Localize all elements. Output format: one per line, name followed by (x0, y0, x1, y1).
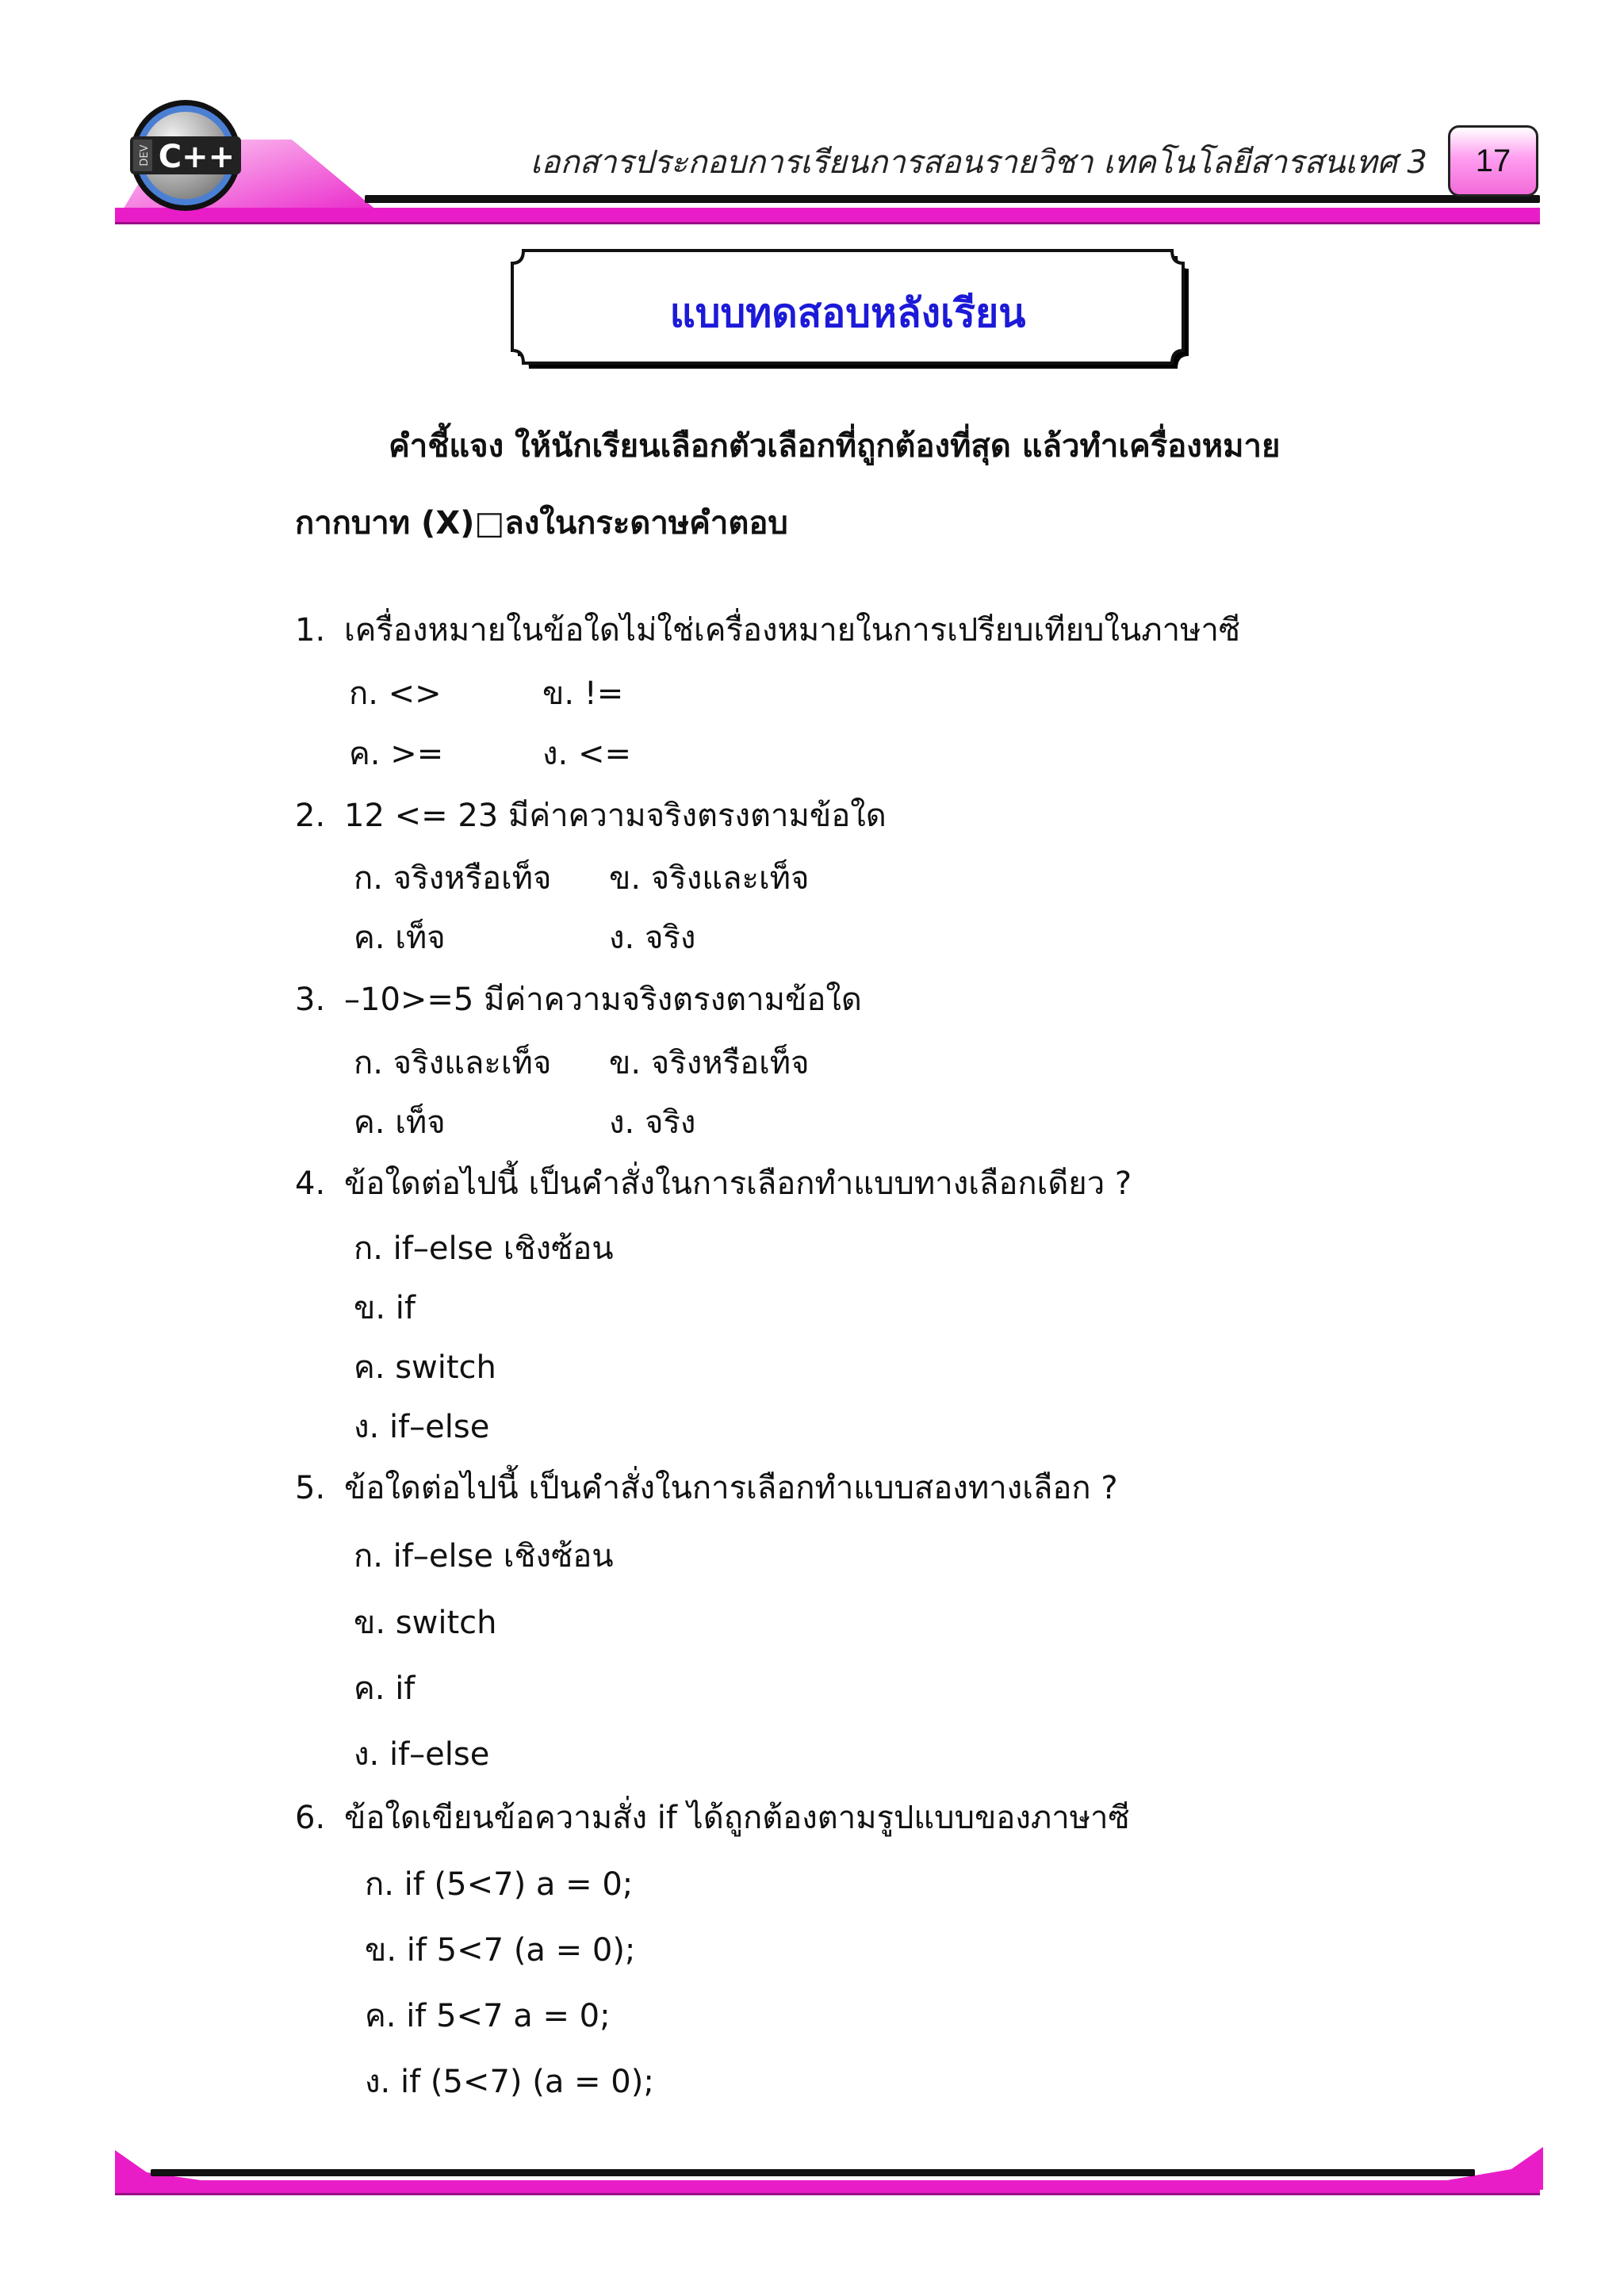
question-text: 12 <= 23 มีค่าความจริงตรงตามข้อใด (344, 798, 887, 834)
q1-option-a: ก. <> (349, 675, 442, 712)
question-number: 4. (295, 1165, 326, 1202)
q3-option-c: ค. เท็จ (354, 1104, 446, 1141)
instructions-line-2: กากบาท (X)□ลงในกระดาษคำตอบ (295, 505, 788, 541)
question-1 (295, 604, 1240, 655)
q1-option-c: ค. >= (349, 736, 444, 772)
q4-option-b: ข. if (354, 1290, 416, 1326)
question-number: 3. (295, 982, 326, 1018)
question-6 (295, 1792, 1130, 1843)
q3-option-b: ข. จริงหรือเท็จ (609, 1045, 810, 1081)
question-2 (295, 790, 887, 840)
q6-option-b: ข. if 5<7 (a = 0); (365, 1932, 636, 1969)
footer-rule-pink (115, 2180, 1540, 2193)
q1-option-b: ข. != (542, 675, 624, 712)
q4-option-c: ค. switch (354, 1349, 496, 1386)
header-rule-pink (115, 208, 1540, 222)
question-4 (295, 1158, 1132, 1208)
q4-option-d: ง. if–else (354, 1409, 490, 1445)
q2-option-d: ง. จริง (609, 920, 696, 956)
q6-option-c: ค. if 5<7 a = 0; (365, 1998, 611, 2034)
dev-cpp-logo (127, 97, 244, 214)
question-5 (295, 1462, 1118, 1513)
question-3 (295, 974, 862, 1024)
q2-option-c: ค. เท็จ (354, 920, 446, 956)
question-number: 2. (295, 798, 326, 834)
q1-option-d: ง. <= (542, 736, 631, 772)
question-text: ข้อใดต่อไปนี้ เป็นคำสั่งในการเลือกทำแบบทางเลือกเดียว ? (344, 1165, 1132, 1202)
question-text: ข้อใดเขียนข้อความสั่ง if ได้ถูกต้องตามรูปแบบของภาษาซี (344, 1800, 1130, 1836)
question-text: เครื่องหมายในข้อใดไม่ใช่เครื่องหมายในการเปรียบเทียบในภาษาซี (344, 612, 1241, 649)
section-title: แบบทดสอบหลังเรียน (669, 290, 1026, 336)
q4-option-a: ก. if–else เชิงซ้อน (354, 1230, 614, 1267)
question-number: 6. (295, 1800, 326, 1836)
q5-option-a: ก. if–else เชิงซ้อน (354, 1538, 614, 1575)
question-text: ข้อใดต่อไปนี้ เป็นคำสั่งในการเลือกทำแบบสองทางเลือก ? (344, 1470, 1118, 1506)
header-title: เอกสารประกอบการเรียนการสอนรายวิชา เทคโนโลยีสารสนเทศ 3 (530, 144, 1427, 181)
question-number: 5. (295, 1470, 326, 1506)
q5-option-b: ข. switch (354, 1605, 497, 1641)
header-rule-shadow (115, 222, 1540, 224)
q6-option-a: ก. if (5<7) a = 0; (365, 1866, 634, 1903)
q6-option-d: ง. if (5<7) (a = 0); (365, 2064, 654, 2100)
footer-rule-black (151, 2169, 1475, 2176)
logo-text: C++ (158, 139, 236, 175)
q5-option-c: ค. if (354, 1670, 416, 1707)
footer-rule-shadow (115, 2193, 1540, 2195)
logo-sub: DEV (139, 144, 151, 166)
question-number: 1. (295, 612, 326, 649)
q3-option-d: ง. จริง (609, 1104, 696, 1141)
q2-option-b: ข. จริงและเท็จ (609, 860, 810, 897)
instructions-line-1: คำชี้แจง ให้นักเรียนเลือกตัวเลือกที่ถูกต้องที่สุด แล้วทำเครื่องหมาย (389, 428, 1281, 465)
q2-option-a: ก. จริงหรือเท็จ (354, 860, 552, 897)
header-rule-black (365, 195, 1540, 203)
q5-option-d: ง. if–else (354, 1736, 490, 1773)
q3-option-a: ก. จริงและเท็จ (354, 1045, 552, 1081)
page-number: 17 (1448, 125, 1538, 197)
question-text: –10>=5 มีค่าความจริงตรงตามข้อใด (344, 982, 862, 1018)
